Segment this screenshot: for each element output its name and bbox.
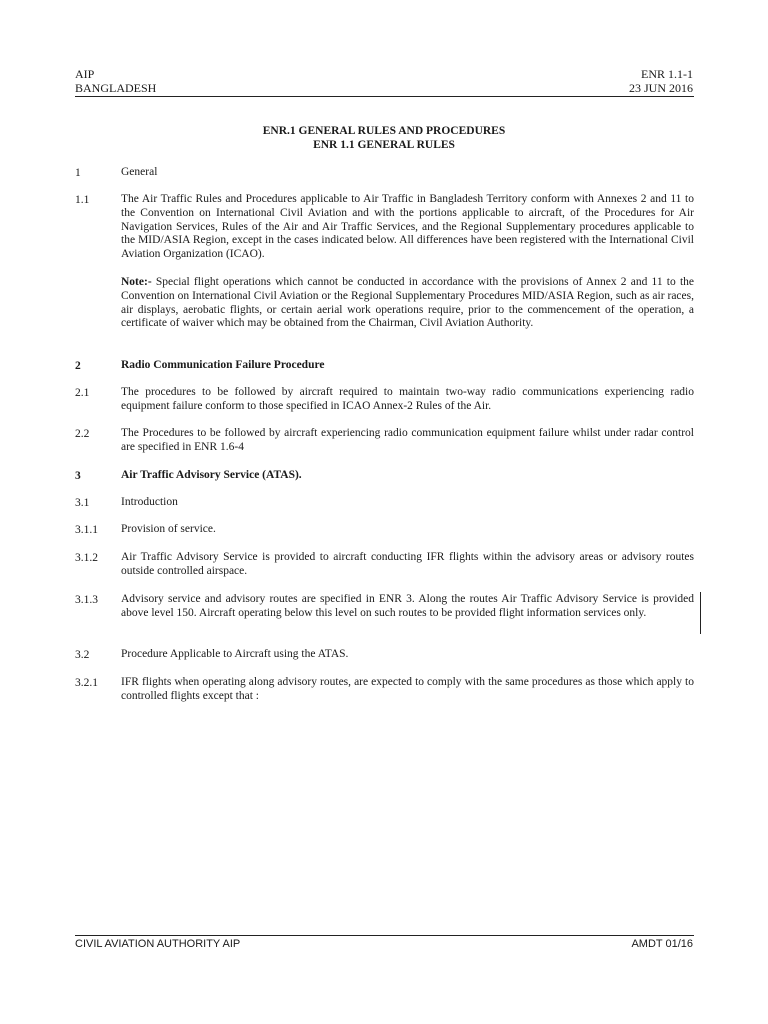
note-text: Special flight operations which cannot be conducted in accordance with the provisions of Annex 2 and 11 to the Convention on International Civil Aviation or the Regional Supplementary Procedures MID/ASIA Region, such as air races, air displays, aerobatic flights, or certain aerial work operations require, prior to the commencement of the operation, a certificate of waiver which may be obtained from the Chairman, Civil Aviation Authority. (121, 276, 694, 330)
section-number: 2 (75, 360, 81, 372)
section-heading: Radio Communication Failure Procedure (121, 359, 325, 371)
section-number: 3.2 (75, 649, 90, 661)
section-number: 3.1.3 (75, 594, 98, 606)
note-paragraph (121, 276, 694, 331)
paragraph: Air Traffic Advisory Service is provided to aircraft conducting IFR flights within the advisory areas or advisory routes outside controlled airspace. (121, 551, 694, 577)
section-number: 3.2.1 (75, 677, 98, 689)
header-page-ref: ENR 1.1-1 (641, 67, 693, 81)
section-number: 3.1.2 (75, 552, 98, 564)
section-number: 2.2 (75, 428, 90, 440)
change-bar (700, 592, 701, 634)
section-number: 3 (75, 470, 81, 482)
paragraph: Procedure Applicable to Aircraft using the ATAS. (121, 648, 349, 660)
section-heading: General (121, 166, 158, 178)
paragraph: Advisory service and advisory routes are specified in ENR 3. Along the routes Air Traffic Advisory Service is provided above level 150. Aircraft operating below this level on such routes to be provided flight information services only. (121, 593, 694, 619)
section-number: 1 (75, 167, 81, 179)
footer-rule (75, 935, 694, 936)
footer-authority: CIVIL AVIATION AUTHORITY AIP (75, 938, 241, 950)
section-number: 3.1.1 (75, 524, 98, 536)
paragraph: IFR flights when operating along advisory routes, are expected to comply with the same procedures as those which apply to controlled flights except that : (121, 676, 694, 702)
paragraph: The Air Traffic Rules and Procedures applicable to Air Traffic in Bangladesh Territory conform with Annexes 2 and 11 to the Convention on International Civil Aviation and with the portions applicable to aircraft, of the Procedures for Air Navigation Services, Rules of the Air and Air Traffic Services, and the Regional Supplementary procedures applicable to the MID/ASIA Region, except in the cases indicated below. All differences have been registered with the International Civil Aviation Organization (ICAO). (121, 193, 694, 261)
paragraph: The procedures to be followed by aircraft required to maintain two-way radio communications experiencing radio equipment failure conform to those specified in ICAO Annex-2 Rules of the Air. (121, 386, 694, 412)
header-country: BANGLADESH (75, 81, 157, 95)
paragraph: The Procedures to be followed by aircraft experiencing radio communication equipment failure whilst under radar control are specified in ENR 1.6-4 (121, 427, 694, 453)
note-label: Note:- (121, 276, 152, 288)
header-rule (75, 96, 694, 97)
section-number: 1.1 (75, 194, 90, 206)
header-aip: AIP (75, 67, 95, 81)
subsection-heading: Introduction (121, 496, 178, 508)
page-title: ENR.1 GENERAL RULES AND PROCEDURES (262, 125, 506, 137)
page-subtitle: ENR 1.1 GENERAL RULES (313, 139, 455, 151)
section-number: 3.1 (75, 497, 90, 509)
paragraph: Provision of service. (121, 523, 216, 535)
section-number: 2.1 (75, 387, 90, 399)
section-heading: Air Traffic Advisory Service (ATAS). (121, 469, 302, 481)
header-date: 23 JUN 2016 (628, 81, 693, 95)
footer-amendment: AMDT 01/16 (631, 938, 693, 950)
